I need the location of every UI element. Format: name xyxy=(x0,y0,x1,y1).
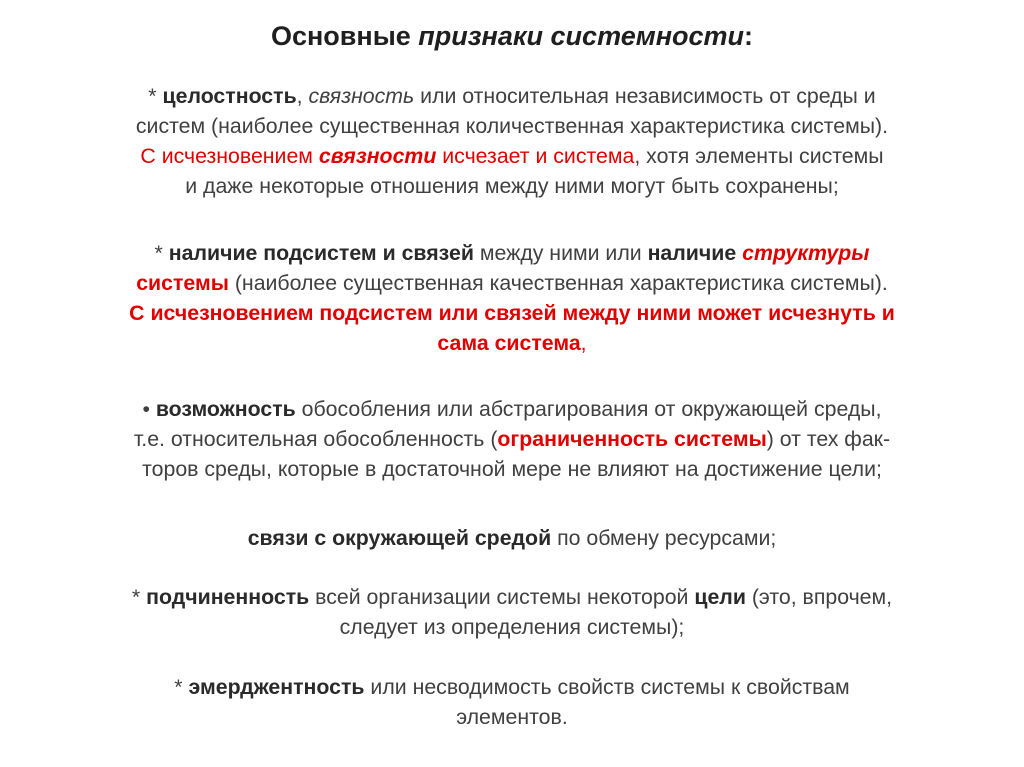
paragraph-line: торов среды, которые в достаточной мере не влияют на достижение цели; xyxy=(142,457,882,481)
paragraph-line: связи с окружающей средой по обмену ресурсами; xyxy=(247,526,777,550)
paragraph-isolation xyxy=(20,394,1004,484)
paragraph-line: сама система, xyxy=(437,331,587,355)
term-goal: цели xyxy=(694,585,746,609)
term-structure: структуры xyxy=(742,241,870,265)
term-integrity: целостность xyxy=(162,84,297,108)
paragraph-line: * целостность, связность или относительная независимость от среды и xyxy=(148,84,876,108)
term-presence: наличие xyxy=(647,241,737,265)
red-bold-italic-text: связности xyxy=(318,144,437,168)
term-subsystems: наличие подсистем и связей xyxy=(168,241,474,265)
term-possibility: возможность xyxy=(155,397,296,421)
red-text: С исчезновением xyxy=(140,144,319,168)
term-boundedness: ограниченность системы xyxy=(497,427,767,451)
paragraph-line: С исчезновением связности исчезает и система, хотя элементы системы xyxy=(140,144,884,168)
title-text-regular: Основные xyxy=(270,21,419,51)
paragraph-line: * подчиненность всей организации системы некоторой цели (это, впрочем, xyxy=(131,585,893,609)
paragraph-line: * наличие подсистем и связей между ними или наличие структуры xyxy=(154,241,870,265)
term-environment-links: связи с окружающей средой xyxy=(247,526,552,550)
paragraph-line: элементов. xyxy=(456,705,568,729)
paragraph-environment-links xyxy=(20,523,1004,553)
term-system: системы xyxy=(136,271,229,295)
paragraph-line: и даже некоторые отношения между ними могут быть сохранены; xyxy=(185,174,839,198)
paragraph-line: системы (наиболее существенная качественная характеристика системы). xyxy=(136,271,888,295)
paragraph-integrity xyxy=(20,81,1004,201)
slide-title xyxy=(0,18,1024,54)
paragraph-line: систем (наиболее существенная количественная характеристика системы). xyxy=(135,114,889,138)
paragraph-line: следует из определения системы); xyxy=(339,615,685,639)
paragraph-line: * эмерджентность или несводимость свойств системы к свойствам xyxy=(174,675,850,699)
paragraph-line: • возможность обособления или абстрагирования от окружающей среды, xyxy=(142,397,882,421)
title-text-italic: признаки системности xyxy=(418,21,745,51)
term-emergence: эмерджентность xyxy=(188,675,365,699)
paragraph-emergence xyxy=(20,672,1004,732)
red-bold-text: сама система xyxy=(437,331,581,355)
paragraph-line: т.е. относительная обособленность (ограниченность системы) от тех фак- xyxy=(133,427,891,451)
term-subordination: подчиненность xyxy=(146,585,310,609)
paragraph-subordination xyxy=(20,582,1004,642)
paragraph-subsystems xyxy=(20,238,1004,358)
red-text: исчезает и система xyxy=(436,144,635,168)
paragraph-line: С исчезновением подсистем или связей между ними может исчезнуть и xyxy=(129,301,895,325)
term-connectivity: связность xyxy=(308,84,415,108)
title-colon: : xyxy=(744,21,754,51)
